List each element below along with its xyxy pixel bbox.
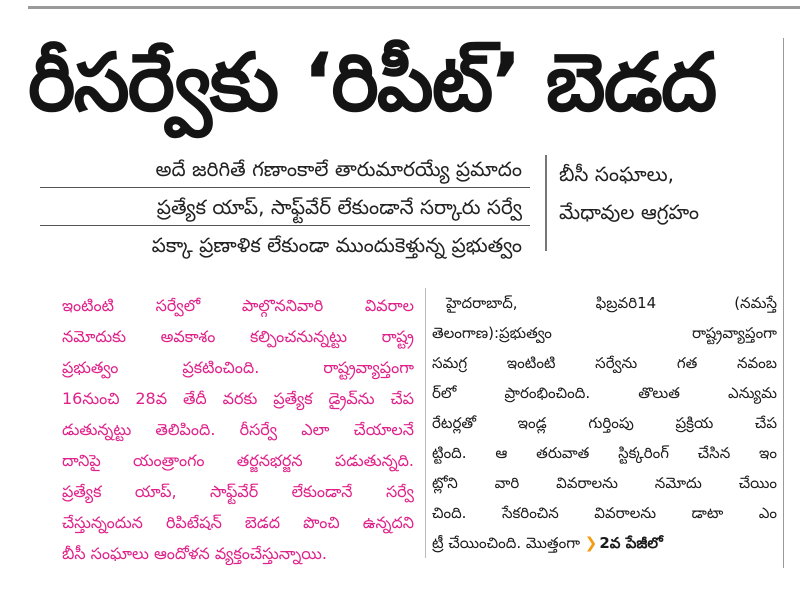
side-deck-line-1: బీసీ సంఘాలు, — [559, 162, 675, 186]
subheads — [40, 150, 530, 264]
top-rule — [28, 6, 800, 9]
continuation-label: 2వ పేజీలో — [599, 534, 663, 552]
side-deck — [545, 155, 789, 251]
continuation-link[interactable] — [585, 534, 663, 552]
body-line: హైదరాబాద్, ఫిబ్రవరి14 (నమస్తే — [446, 294, 777, 312]
body-line: చింది. సేకరించిన వివరాలను డాటా ఎం — [432, 504, 777, 522]
intro-column — [62, 290, 414, 569]
subhead-1: అదే జరిగితే గణాంకాలే తారుమారయ్యే ప్రమాదం — [40, 150, 530, 188]
body-last-text: ట్రీ చేయించింది. మొత్తంగా — [432, 534, 581, 552]
right-column-rule — [783, 38, 784, 568]
body-line: ట్టింది. ఆ తరువాత స్టిక్కరింగ్ చేసిన ఇం — [432, 444, 777, 462]
chevron-right-icon: ❯ — [584, 534, 598, 552]
subhead-3: పక్కా ప్రణాళిక లేకుండా ముందుకెళ్తున్న ప్రభుత్వం — [151, 233, 522, 257]
subhead-2: ప్రత్యేక యాప్, సాఫ్ట్‌వేర్ లేకుండానే సర్కారు సర్వే — [40, 188, 530, 226]
intro-line: 16నుంచి 28వ తేదీ వరకు ప్రత్యేక డ్రైవ్‌ను చేప — [62, 389, 414, 408]
column-divider — [425, 288, 426, 558]
intro-line: బీసీ సంఘాలు ఆందోళన వ్యక్తంచేస్తున్నాయి. — [62, 544, 327, 563]
body-line: రేటర్లతో ఇండ్ల గుర్తింపు ప్రక్రియ చేప — [432, 414, 777, 432]
body-line: ట్లోని వారి వివరాలను నమోదు చేయిం — [432, 474, 777, 492]
intro-line: ప్రభుత్వం ప్రకటించింది. రాష్ట్రవ్యాప్తంగా — [62, 358, 414, 377]
intro-line: నమోదుకు అవకాశం కల్పించనున్నట్టు రాష్ట్ర — [62, 327, 414, 346]
intro-line: ప్రత్యేక యాప్, సాఫ్ట్‌వేర్ లేకుండానే సర్వే — [62, 482, 414, 501]
body-line: సమగ్ర ఇంటింటి సర్వేను గత నవంబ — [432, 354, 777, 372]
intro-line: చేస్తున్నందున రిపిటేషన్ బెడద పొంచి ఉన్నదని — [62, 513, 414, 532]
body-column — [432, 288, 777, 558]
intro-line: దానిపై యంత్రాంగం తర్జనభర్జన పడుతున్నది. — [62, 451, 414, 470]
body-line: తెలంగాణ):ప్రభుత్వం రాష్ట్రవ్యాప్తంగా — [432, 324, 777, 342]
intro-line: డుతున్నట్టు తెలిపింది. రీసర్వే ఎలా చేయాలనే — [62, 420, 414, 439]
body-line: ర్‌లో ప్రారంభించింది. తొలుత ఎన్యుమ — [432, 384, 777, 402]
body-line-last — [432, 528, 777, 558]
headline: రీసర్వేకు ‘రిపీట్’ బెడద — [28, 36, 716, 129]
intro-line: ఇంటింటి సర్వేలో పాల్గొననివారి వివరాల — [62, 296, 414, 315]
side-deck-line-2: మేధావుల ఆగ్రహం — [559, 200, 700, 224]
